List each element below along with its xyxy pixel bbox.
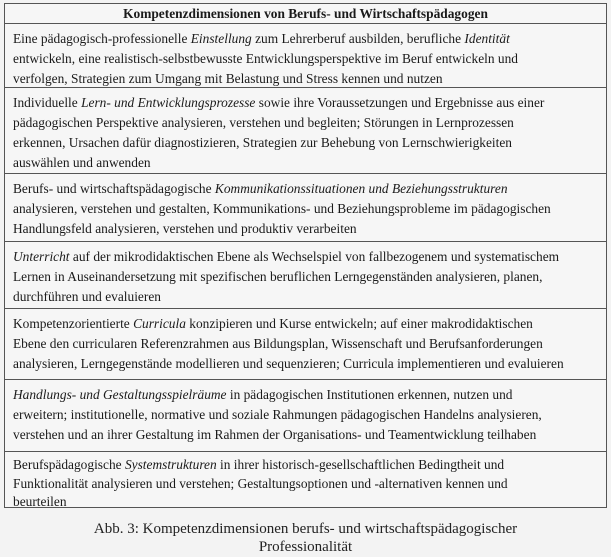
- row-text-line: [13, 354, 598, 374]
- row-text-line: [13, 113, 598, 133]
- row-text-line: [13, 219, 598, 239]
- row-text-line: [13, 334, 598, 354]
- emphasized-term: Handlungs- und Gestaltungsspielräume: [13, 387, 227, 402]
- emphasized-term: Identität: [464, 31, 510, 46]
- row-text: erkennen, Ursachen dafür diagnostizieren, Strategien zur Behebung von Lernschwierigkeiten: [13, 135, 512, 150]
- table-row: [5, 87, 606, 173]
- table-row: [5, 241, 606, 308]
- row-text-line: [13, 314, 598, 334]
- table-row: [5, 173, 606, 241]
- emphasized-term: Kommunikationssituationen und Beziehungsstrukturen: [214, 181, 508, 196]
- row-text: entwickeln, eine realistisch-selbstbewusste Entwicklungsperspektive im Beruf entwickeln und: [13, 51, 518, 66]
- row-text: Funktionalität analysieren und verstehen; Gestaltungsoptionen und -alternativen kennen und: [13, 475, 508, 491]
- row-text: Individuelle: [13, 95, 82, 110]
- row-text: durchführen und evaluieren: [13, 289, 161, 304]
- emphasized-term: Systemstrukturen: [124, 457, 217, 472]
- row-text: Lernen in Auseinandersetzung mit spezifischen beruflichen Lerngegenständen analysieren, planen,: [13, 269, 543, 284]
- row-text: auf der mikrodidaktischen Ebene als Wechselspiel von fallbezogenem und systematischem: [69, 249, 560, 264]
- row-text-line: [13, 93, 598, 113]
- row-text-line: [13, 425, 598, 445]
- row-text: beurteilen: [13, 494, 67, 509]
- row-text-line: [13, 385, 598, 405]
- emphasized-term: Lern- und Entwicklungsprozesse: [81, 95, 256, 110]
- row-text-line: [13, 133, 598, 153]
- row-text-line: [13, 179, 598, 199]
- row-text: verstehen und an ihrer Gestaltung im Rahmen der Organisations- und Teamentwicklung teilhaben: [13, 427, 537, 442]
- emphasized-term: Unterricht: [13, 249, 70, 264]
- row-text-line: [13, 247, 598, 267]
- row-text: analysieren, verstehen und gestalten, Kommunikations- und Beziehungsprobleme im pädagogischen: [13, 201, 551, 216]
- row-text: Berufs- und wirtschaftspädagogische: [13, 181, 215, 196]
- table-title: Kompetenzdimensionen von Berufs- und Wirtschaftspädagogen: [5, 4, 606, 24]
- competence-table: [4, 3, 607, 508]
- row-text-line: [13, 493, 598, 512]
- table-row: [5, 451, 606, 507]
- row-text: sowie ihre Voraussetzungen und Ergebnisse aus einer: [255, 95, 545, 110]
- table-row: [5, 308, 606, 379]
- caption-line-1: Abb. 3: Kompetenzdimensionen berufs- und wirtschaftspädagogischer: [93, 521, 518, 537]
- row-text: auswählen und anwenden: [13, 155, 151, 170]
- emphasized-term: Curricula: [133, 316, 186, 331]
- row-text-line: [13, 475, 598, 494]
- table-row: [5, 379, 606, 451]
- row-text: Handlungsfeld analysieren, verstehen und produktiv verarbeiten: [13, 221, 357, 236]
- row-text-line: [13, 456, 598, 475]
- row-text: zum Lehrerberuf ausbilden, berufliche: [251, 31, 465, 46]
- row-text-line: [13, 49, 598, 69]
- row-text-line: [13, 29, 598, 49]
- row-text: Ebene den curricularen Referenzrahmen aus Bildungsplan, Wissenschaft und Berufsanforderungen: [13, 336, 543, 351]
- caption-line-2: Professionalität: [258, 539, 353, 555]
- row-text: pädagogischen Perspektive analysieren, verstehen und begleiten; Störungen in Lernprozessen: [13, 115, 514, 130]
- row-text-line: [13, 405, 598, 425]
- row-text-line: [13, 199, 598, 219]
- row-text: Kompetenzorientierte: [13, 316, 134, 331]
- row-text: in pädagogischen Institutionen erkennen, nutzen und: [226, 387, 513, 402]
- row-text: konzipieren und Kurse entwickeln; auf einer makrodidaktischen: [185, 316, 533, 331]
- row-text: Eine pädagogisch-professionelle: [13, 31, 191, 46]
- row-text-line: [13, 153, 598, 173]
- row-text-line: [13, 287, 598, 307]
- row-text: Berufspädagogische: [13, 457, 125, 472]
- figure-caption: [0, 520, 611, 556]
- row-text: in ihrer historisch-gesellschaftlichen Bedingtheit und: [216, 457, 505, 472]
- table-row: [5, 24, 606, 87]
- row-text-line: [13, 69, 598, 89]
- row-text: erweitern; institutionelle, normative und soziale Rahmungen pädagogischen Handelns analysieren,: [13, 407, 542, 422]
- row-text: analysieren, Lerngegenstände modellieren und sequenzieren; Curricula implementieren und evaluieren: [13, 356, 564, 371]
- row-text: verfolgen, Strategien zum Umgang mit Belastung und Stress kennen und nutzen: [13, 71, 443, 86]
- emphasized-term: Einstellung: [190, 31, 252, 46]
- row-text-line: [13, 267, 598, 287]
